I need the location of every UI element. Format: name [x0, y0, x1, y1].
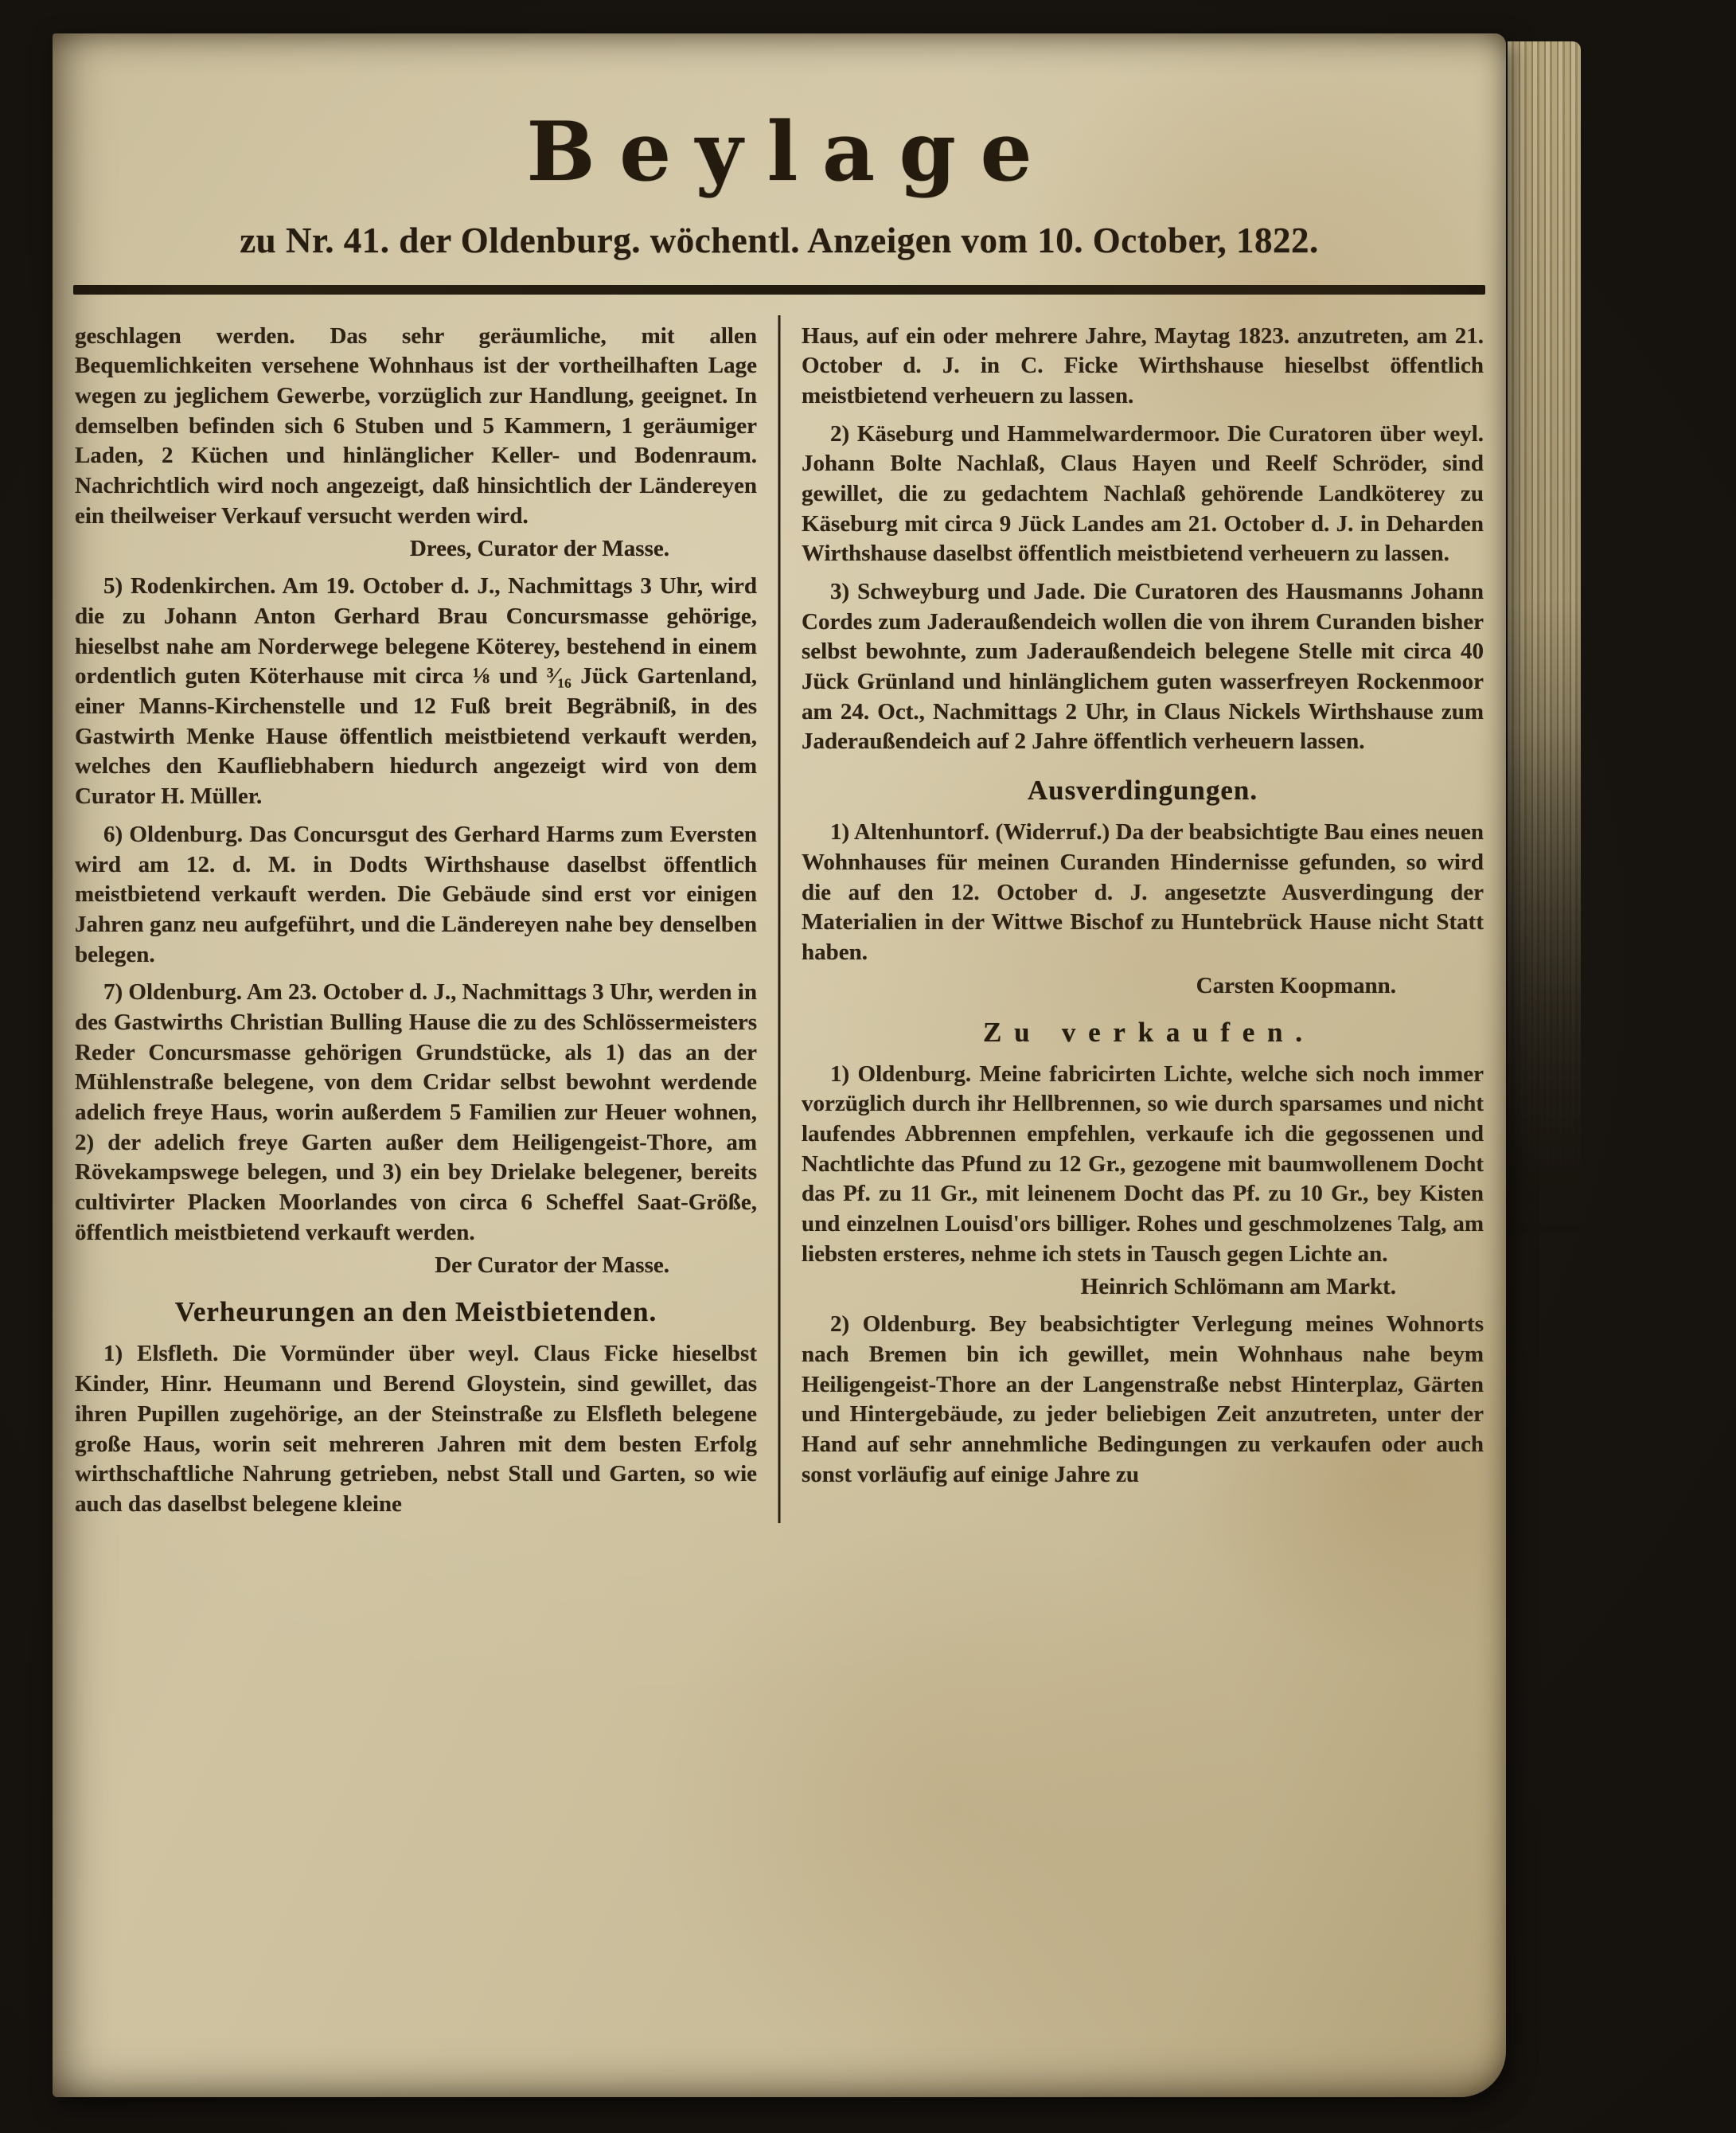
section-heading: Verheurungen an den Meistbietenden. [174, 1296, 657, 1328]
section-heading: Ausverdingungen. [1027, 775, 1258, 807]
paragraph: 2) Oldenburg. Bey beabsichtigter Verlegung meines Wohnorts nach Bremen bin ich gewillet, mein Wohnhaus nahe beym Heiligengeist-Thore an der Langenstraße nebst Hinterplaz, Gärten und Hintergebäude, zu jeder beliebigen Zeit anzutreten, unter der Hand auf sehr annehmliche Bedingungen zu verkaufen oder auch sonst vorläufig auf einige Jahre zu [802, 1311, 1484, 1487]
newspaper-page [53, 33, 1506, 2097]
signature-line: Drees, Curator der Masse. [409, 536, 669, 562]
paragraph: geschlagen werden. Das sehr geräumliche, mit allen Bequemlichkeiten versehene Wohnhaus ist der vortheilhaften Lage wegen zu jeglichem Gewerbe, vorzüglich zur Handlung, geeignet. In demselben befinden sich 6 Stuben und 5 Kammern, 1 geräumiger Laden, 2 Küchen und hinlänglicher Keller- und Bodenraum. Nachrichtlich wird noch angezeigt, daß hinsichtlich der Ländereyen ein theilweiser Verkauf versucht werden wird. [75, 322, 757, 529]
paragraph: 3) Schweyburg und Jade. Die Curatoren des Hausmanns Johann Cordes zum Jaderaußendeich wollen die von ihrem Curanden bisher selbst bewohnte, zum Jaderaußendeich belegene Stelle mit circa 40 Jück Grünland und hinlänglichem guten wasserfreyen Rockenmoor am 24. Oct., Nachmittags 2 Uhr, in Claus Nickels Wirthshause zum Jaderaußendeich auf 2 Jahre öffentlich verheuern lassen. [802, 579, 1484, 755]
paragraph: Haus, auf ein oder mehrere Jahre, Maytag 1823. anzutreten, am 21. October d. J. in C. Ficke Wirthshause hieselbst öffentlich meistbietend verheuern zu lassen. [802, 322, 1484, 408]
left-column [75, 322, 757, 1528]
paragraph: 5) Rodenkirchen. Am 19. October d. J., Nachmittags 3 Uhr, wird die zu Johann Anton Gerhard Brau Concursmasse gehörige, hieselbst nahe am Norderwege belegene Köterey, bestehend in einem ordentlich guten Köterhause mit circa ⅛ und ³⁄₁₆ Jück Gartenland, einer Manns-Kirchenstelle und 12 Fuß breit Begräbniß, in des Gastwirth Menke Hause öffentlich meistbietend verkauft werden, welches den Kaufliebhabern hiedurch angezeigt wird von dem Curator H. Müller. [75, 573, 757, 810]
header-rule [73, 285, 1485, 295]
paragraph: 6) Oldenburg. Das Concursgut des Gerhard Harms zum Eversten wird am 12. d. M. in Dodts Wirthshause daselbst öffentlich meistbietend verkauft werden. Die Gebäude sind erst vor einigen Jahren ganz neu aufgeführt, und die Ländereyen nahe bey denselben belegen. [75, 821, 757, 967]
signature-line: Carsten Koopmann. [1196, 972, 1396, 998]
paragraph: 1) Altenhuntorf. (Widerruf.) Da der beabsichtigte Bau eines neuen Wohnhauses für meinen Curanden Hindernisse gefunden, so wird die auf den 12. October d. J. angesetzte Ausverdingung der Materialien in der Wittwe Bischof zu Huntebrück Hause nicht Statt haben. [802, 819, 1484, 965]
signature-line: Heinrich Schlömann am Markt. [1080, 1274, 1396, 1300]
paragraph: 2) Käseburg und Hammelwardermoor. Die Curatoren über weyl. Johann Bolte Nachlaß, Claus Hayen und Reelf Schröder, sind gewillet, die zu gedachtem Nachlaß gehörende Landköterey zu Käseburg mit circa 9 Jück Landes am 21. October d. J. in Deharden Wirthshause daselbst öffentlich meistbietend verheuern zu lassen. [802, 420, 1484, 567]
issue-line: zu Nr. 41. der Oldenburg. wöchentl. Anzeigen vom 10. October, 1822. [240, 221, 1319, 260]
paragraph: 1) Oldenburg. Meine fabricirten Lichte, welche sich noch immer vorzüglich durch ihr Hellbrennen, so wie durch sparsames und nicht laufendes Abbrennen empfehlen, verkaufe ich die gegossenen und Nachtlichte das Pfund zu 12 Gr., gezogene mit baumwollenem Docht das Pf. zu 11 Gr., mit leinenem Docht das Pf. zu 10 Gr., bey Kisten und einzelnen Louisd'ors billiger. Rohes und geschmolzenes Talg, am liebsten ersteres, nehme ich stets in Tausch gegen Lichte an. [802, 1061, 1484, 1267]
book-page-edges [1508, 41, 1581, 1283]
masthead-title: Beylage [526, 104, 1057, 200]
paragraph: 7) Oldenburg. Am 23. October d. J., Nachmittags 3 Uhr, werden in des Gastwirths Christian Bulling Hause die zu des Schlössermeisters Reder Concursmasse gehörigen Grundstücke, als 1) das an der Mühlenstraße belegene, von dem Cridar selbst bewohnt werdende adelich freye Haus, worin außerdem 5 Familien zur Heuer wohnen, 2) der adelich freye Garten außer dem Heiligengeist-Thore, am Rövekampswege belegen, und 3) ein bey Drielake belegener, bereits cultivirter Placken Moorlandes von circa 6 Scheffel Saat-Größe, öffentlich meistbietend verkauft werden. [75, 979, 757, 1245]
text-columns [70, 322, 1488, 1528]
right-column [802, 322, 1484, 1528]
paragraph: 1) Elsfleth. Die Vormünder über weyl. Claus Ficke hieselbst Kinder, Hinr. Heumann und Berend Gloystein, sind gewillet, das ihren Pupillen zugehörige, an der Steinstraße zu Elsfleth belegene große Haus, worin seit mehreren Jahren mit dem besten Erfolg wirthschaftliche Nahrung getrieben, nebst Stall und Garten, so wie auch das daselbst belegene kleine [75, 1341, 757, 1517]
signature-line: Der Curator der Masse. [435, 1252, 669, 1279]
section-heading: Zu verkaufen. [983, 1016, 1315, 1048]
